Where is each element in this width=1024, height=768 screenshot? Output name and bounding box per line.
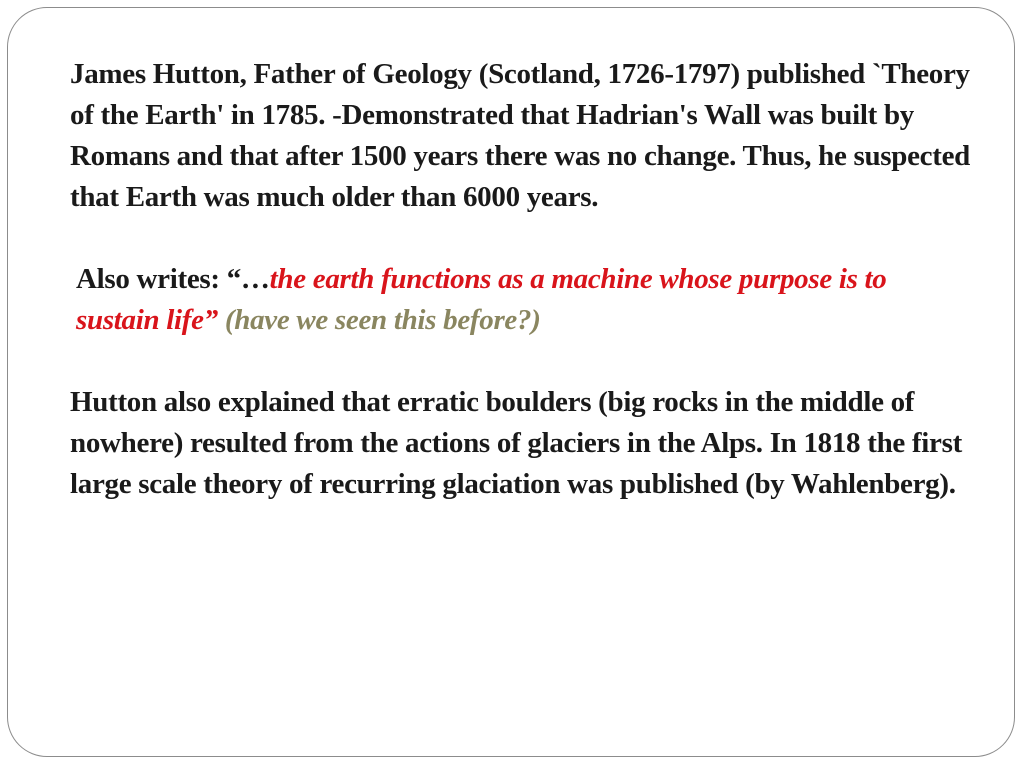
- quote-intro: Also writes:: [76, 263, 220, 295]
- slide-content: [70, 54, 970, 505]
- erratic-boulders-paragraph: Hutton also explained that erratic boulders (big rocks in the middle of nowhere) resulted from the actions of glaciers in the Alps. In 1818 the first large scale theory of recurring glaciation was published (by Wahlenberg).: [70, 386, 962, 500]
- hutton-quote: the earth functions as a machine whose purpose is to sustain life”: [76, 263, 887, 336]
- quote-paragraph: [70, 259, 970, 341]
- quote-open-mark: “…: [219, 263, 270, 295]
- quote-aside: (have we seen this before?): [217, 304, 541, 336]
- slide-frame: [7, 7, 1015, 757]
- hutton-intro-paragraph: James Hutton, Father of Geology (Scotland, 1726-1797) published `Theory of the Earth' in 1785. -Demonstrated that Hadrian's Wall was built by Romans and that after 1500 years there was no change. Thus, he suspected that Earth was much older than 6000 years.: [70, 58, 971, 213]
